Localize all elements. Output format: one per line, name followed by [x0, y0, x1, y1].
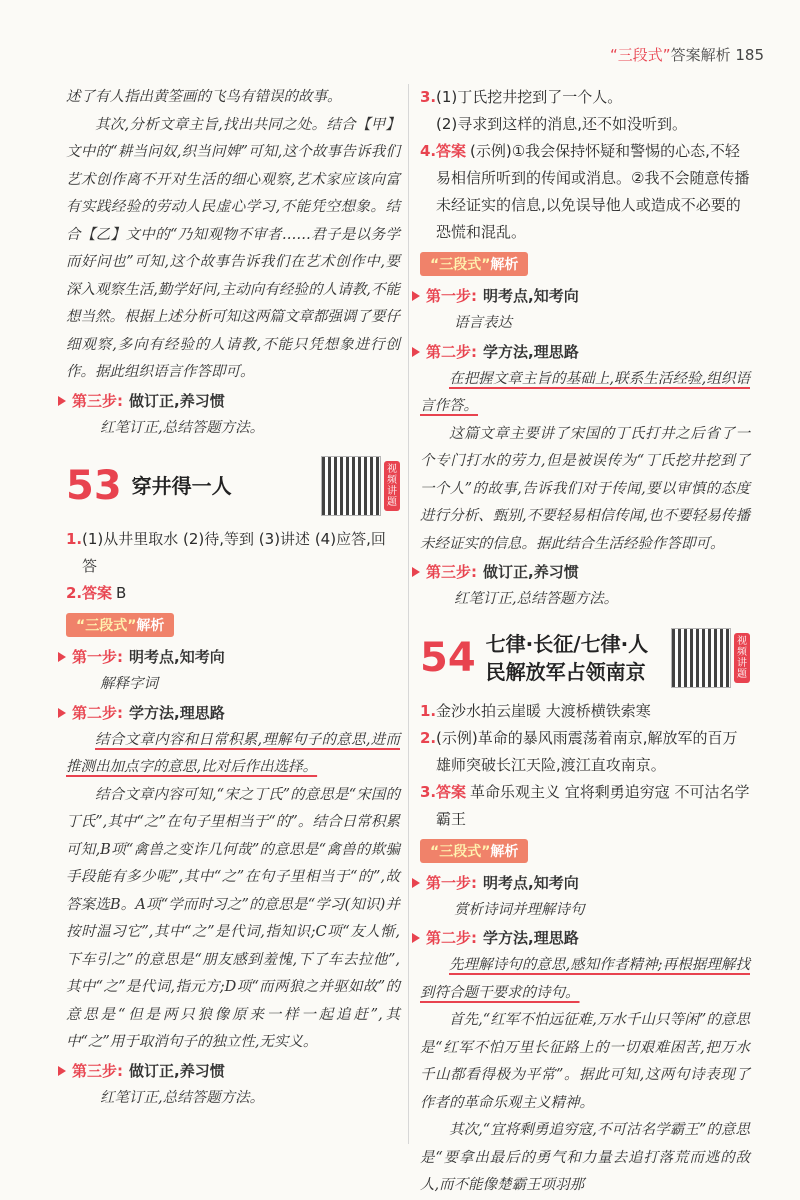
badge-text: 解析 [490, 257, 519, 273]
step-label: 第一步: [426, 287, 477, 305]
badge-text: 解析 [136, 618, 165, 634]
right-column [420, 84, 750, 1200]
step3-body: 红笔订正,总结答题方法。 [454, 591, 619, 607]
intro-line-1: 述了有人指出黄筌画的飞鸟有错误的故事。 [66, 89, 342, 105]
answer-line: (2)寻求到这样的消息,还不如没听到。 [436, 115, 688, 133]
question-number: 3. [420, 782, 437, 801]
column-divider [408, 84, 409, 1144]
intro-paragraph: 其次,分析文章主旨,找出共同之处。结合【甲】文中的“耕当问奴,织当问婢”可知,这个故事告诉我们艺术创作离不开对生活的细心观察,艺术家应该向富有实践经验的劳动人民虚心学习,不能凭空想象。结合【乙】文中的“乃知观物不审者……君子是以务学而好问也”可知,这个故事告诉我们在艺术创作中,要深入观察生活,勤学好问,主动向有经验的人请教,不能想当然。根据上述分析可知这两篇文章都强调了要仔细观察,多向有经验的人请教,不能只凭想象进行创作。据此组织语言作答即可。 [66, 116, 400, 380]
qr-code-icon[interactable] [321, 456, 381, 516]
section-53-header [66, 456, 400, 516]
question-number: 3. [420, 88, 437, 106]
question-3b [420, 779, 750, 833]
step1-body: 解释字词 [100, 676, 158, 692]
step1b-heading [412, 869, 750, 897]
analysis-badge-2 [420, 839, 528, 863]
question-number: 2. [420, 728, 437, 747]
question-number: 2. [66, 584, 83, 602]
answer-label: 答案 [436, 782, 467, 801]
question-2 [66, 580, 400, 607]
arrow-icon [412, 291, 420, 301]
arrow-icon [58, 1066, 66, 1076]
section-number: 53 [66, 463, 122, 509]
step-text: 明考点,知考向 [483, 873, 579, 892]
step1b-body: 赏析诗词并理解诗句 [454, 901, 585, 918]
arrow-icon [58, 396, 66, 406]
step3b-heading [58, 1057, 400, 1085]
left-column [66, 84, 400, 1112]
question-number: 1. [66, 530, 83, 548]
badge-text: 解析 [490, 843, 519, 860]
question-number: 1. [420, 701, 437, 720]
analysis-paragraph-2: 首先,“红军不怕远征难,万水千山只等闲”的意思是“红军不怕万里长征路上的一切艰难困苦,把万水千山都看得极为平常”。据此可知,这两句诗表现了作者的革命乐观主义精神。 [420, 1012, 750, 1111]
arrow-icon [58, 652, 66, 662]
step3-heading [412, 558, 750, 586]
question-1 [66, 526, 400, 580]
question-number: 4. [420, 142, 437, 160]
step2-method [66, 727, 400, 782]
section-title: 七律·长征/七律·人民解放军占领南京 [485, 631, 649, 684]
qr-code-icon[interactable] [671, 628, 731, 688]
section-number: 54 [420, 634, 476, 681]
question-3 [420, 84, 750, 138]
question-1 [420, 698, 750, 725]
answer-text: (示例)①我会保持怀疑和警惕的心态,不轻易相信所听到的传闻或消息。②我不会随意传播未经证实的信息,以免误导他人或造成不必要的恐慌和混乱。 [436, 142, 750, 241]
step-text: 学方法,理思路 [129, 703, 225, 722]
badge-brand: “三段式” [76, 618, 137, 634]
page-number: 185 [735, 46, 764, 64]
step3-heading [58, 387, 400, 415]
header-section: 答案解析 [670, 46, 731, 64]
answer-text: 革命乐观主义 宜将剩勇追穷寇 不可沽名学霸王 [436, 782, 750, 828]
step-text: 学方法,理思路 [483, 929, 579, 947]
page-header [610, 44, 764, 65]
analysis-badge [66, 613, 174, 637]
analysis-paragraph: 结合文章内容可知,“宋之丁氏”的意思是“宋国的丁氏”,其中“之”在句子里相当于“的”。结合日常积累可知,B项“禽兽之变诈几何哉”的意思是“禽兽的欺骗手段能有多少呢”,其中“之”在句子里相当于“的”,故答案选B。A项“学而时习之”的意思是“学习(知识)并按时温习它”,其中“之”是代词,指知识;C项“友人惭,下车引之”的意思是“朋友感到羞愧,下了车去拉他”,其中“之”是代词,指元方;D项“而两狼之并驱如故”的意思是“但是两只狼像原来一样一起追赶”,其中“之”用于取消句子的独立性,无实义。 [66, 786, 400, 1050]
arrow-icon [412, 567, 420, 577]
step1-body: 语言表达 [454, 315, 512, 331]
answer-text: (示例)革命的暴风雨震荡着南京,解放军的百万雄师突破长江天险,渡江直攻南京。 [436, 728, 738, 774]
badge-brand: “三段式” [430, 843, 491, 860]
step2-method [420, 366, 750, 421]
step-text: 明考点,知考向 [483, 287, 579, 305]
arrow-icon [412, 347, 420, 357]
method-underlined: 先理解诗句的意思,感知作者精神;再根据理解找到符合题干要求的诗句。 [420, 957, 750, 1001]
method-underlined: 在把握文章主旨的基础上,联系生活经验,组织语言作答。 [420, 370, 750, 414]
analysis-paragraph: 这篇文章主要讲了宋国的丁氏打井之后省了一个专门打水的劳力,但是被误传为“丁氏挖井挖到了一个人”的故事,告诉我们对于传闻,要以审慎的态度进行分析、甄别,不要轻易相信传闻,也不要轻易传播未经证实的信息。据此结合生活经验作答即可。 [420, 425, 750, 552]
step-label: 第二步: [426, 342, 477, 361]
badge-brand: “三段式” [430, 257, 491, 273]
step-label: 第二步: [72, 703, 123, 722]
step1-heading [412, 282, 750, 310]
method-underlined: 结合文章内容和日常积累,理解句子的意思,进而推测出加点字的意思,比对后作出选择。 [66, 731, 400, 775]
answer-text: 金沙水拍云崖暖 大渡桥横铁索寒 [436, 701, 651, 720]
step-label: 第三步: [72, 391, 123, 410]
step3-body: 红笔订正,总结答题方法。 [100, 419, 265, 436]
analysis-paragraph-3: 其次,“宜将剩勇追穷寇,不可沽名学霸王”的意思是“要拿出最后的勇气和力量去追打落荒而逃的敌人,而不能像楚霸王项羽那 [420, 1122, 750, 1193]
question-2 [420, 725, 750, 779]
step-text: 做订正,养习惯 [129, 391, 225, 410]
step-label: 第一步: [72, 648, 123, 666]
step2b-heading [412, 924, 750, 952]
step-label: 第一步: [426, 873, 477, 892]
question-text: (1)从井里取水 (2)待,等到 (3)讲述 (4)应答,回答 [82, 530, 386, 575]
step2-heading [58, 699, 400, 727]
arrow-icon [412, 878, 420, 888]
answer-label: 答案 [82, 584, 113, 602]
step-text: 做订正,养习惯 [129, 1061, 225, 1080]
video-tag: 视频讲题 [734, 633, 750, 683]
step-label: 第三步: [72, 1061, 123, 1080]
step2b-method [420, 952, 750, 1007]
video-tag: 视频讲题 [384, 461, 400, 511]
step-label: 第二步: [426, 929, 477, 947]
step1-heading [58, 643, 400, 671]
header-brand: “三段式” [610, 46, 671, 64]
answer-text: B [116, 584, 127, 602]
arrow-icon [412, 933, 420, 943]
analysis-badge [420, 252, 528, 276]
answer-label: 答案 [436, 142, 467, 160]
step-label: 第三步: [426, 563, 477, 581]
step-text: 学方法,理思路 [483, 342, 579, 361]
step-text: 做订正,养习惯 [483, 563, 579, 581]
step3b-body: 红笔订正,总结答题方法。 [100, 1089, 265, 1106]
arrow-icon [58, 708, 66, 718]
step-text: 明考点,知考向 [129, 648, 225, 666]
section-54-header [420, 628, 750, 688]
section-title: 穿井得一人 [131, 474, 232, 498]
question-4 [420, 138, 750, 246]
answer-line: (1)丁氏挖井挖到了一个人。 [436, 88, 623, 106]
step2-heading [412, 338, 750, 366]
